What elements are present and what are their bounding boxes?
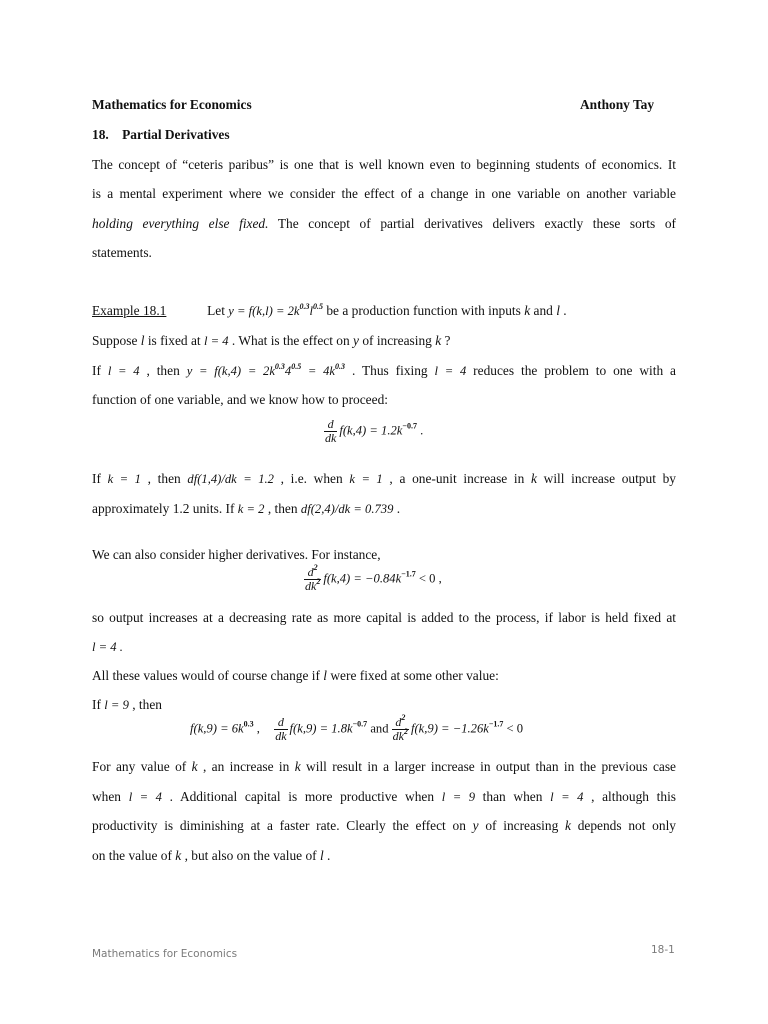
conclusion-line-2: when l = 4 . Additional capital is more productive when l = 9 than when l = 4 , although this bbox=[92, 789, 676, 804]
section-heading: 18. Partial Derivatives bbox=[92, 127, 230, 142]
example-line-1: Example 18.1 Let $y = f(k,l) = 2k^{0.3}l^{0.5}$ be a production function with inputs k and l . bbox=[92, 302, 567, 318]
example-label: Example 18.1 bbox=[92, 303, 167, 318]
page-number: 18-1 bbox=[651, 944, 675, 956]
conclusion-line-4: on the value of k , but also on the value of l . bbox=[92, 848, 331, 863]
change-line: All these values would of course change if l were fixed at some other value: bbox=[92, 668, 499, 683]
intro-line-3: holding everything else fixed. The concept of partial derivatives delivers exactly these sorts of bbox=[92, 216, 676, 231]
labor-fixed-line: l = 4 . bbox=[92, 640, 123, 654]
second-derivative-equation: $\frac{d^2}{dk^2}$ $f(k,4) = -0.84k^{-1.7} < 0$ , bbox=[305, 563, 442, 593]
author-name: Anthony Tay bbox=[580, 97, 655, 112]
intro-line-2: is a mental experiment where we consider the effect of a change in one variable on another variable bbox=[92, 186, 676, 201]
intro-line-4: statements. bbox=[92, 245, 152, 260]
production-function: $y = f(k,l) = 2k^{0.3}l^{0.5}$ bbox=[228, 302, 323, 318]
example-line-6: approximately 1.2 units. If k = 2 , then df(2,4)/dk = 0.739 . bbox=[92, 501, 401, 516]
if-l9-line: If l = 9 , then bbox=[92, 697, 162, 712]
higher-intro: We can also consider higher derivatives. For instance, bbox=[92, 547, 381, 562]
l9-equations: $f(k,9) = 6k^{0.3}$ , $\frac{d}{dk}$ $f(k,9) = 1.8k^{-0.7}$ and $\frac{d^2}{dk^2}$ $f(k,9) = -1.26k^{-1.7} < 0$ bbox=[190, 713, 524, 743]
output-line: so output increases at a decreasing rate as more capital is added to the process, if labor is held fixed at bbox=[92, 610, 676, 625]
footer-course-title: Mathematics for Economics bbox=[92, 948, 238, 960]
intro-line-1: The concept of “ceteris paribus” is one that is well known even to beginning students of economics. It bbox=[92, 157, 676, 172]
example-line-3: If l = 4 , then $y = f(k,4) = 2k^{0.3}4^{0.5} = 4k^{0.3}$ . Thus fixing l = 4 reduces the problem to one with a bbox=[92, 362, 676, 378]
first-derivative-equation: $\frac{d}{dk}$ $f(k,4) = 1.2k^{-0.7}$ . bbox=[325, 417, 424, 445]
example-line-2: Suppose l is fixed at l = 4 . What is the effect on y of increasing k ? bbox=[92, 333, 451, 348]
example-line-5: If k = 1 , then df(1,4)/dk = 1.2 , i.e. when k = 1 , a one-unit increase in k will increase output by bbox=[92, 471, 676, 486]
course-title: Mathematics for Economics bbox=[92, 97, 252, 112]
example-line-4: function of one variable, and we know how to proceed: bbox=[92, 392, 388, 407]
conclusion-line-1: For any value of k , an increase in k will result in a larger increase in output than in the previous case bbox=[92, 759, 676, 774]
conclusion-line-3: productivity is diminishing at a faster rate. Clearly the effect on y of increasing k depends not only bbox=[92, 818, 676, 833]
